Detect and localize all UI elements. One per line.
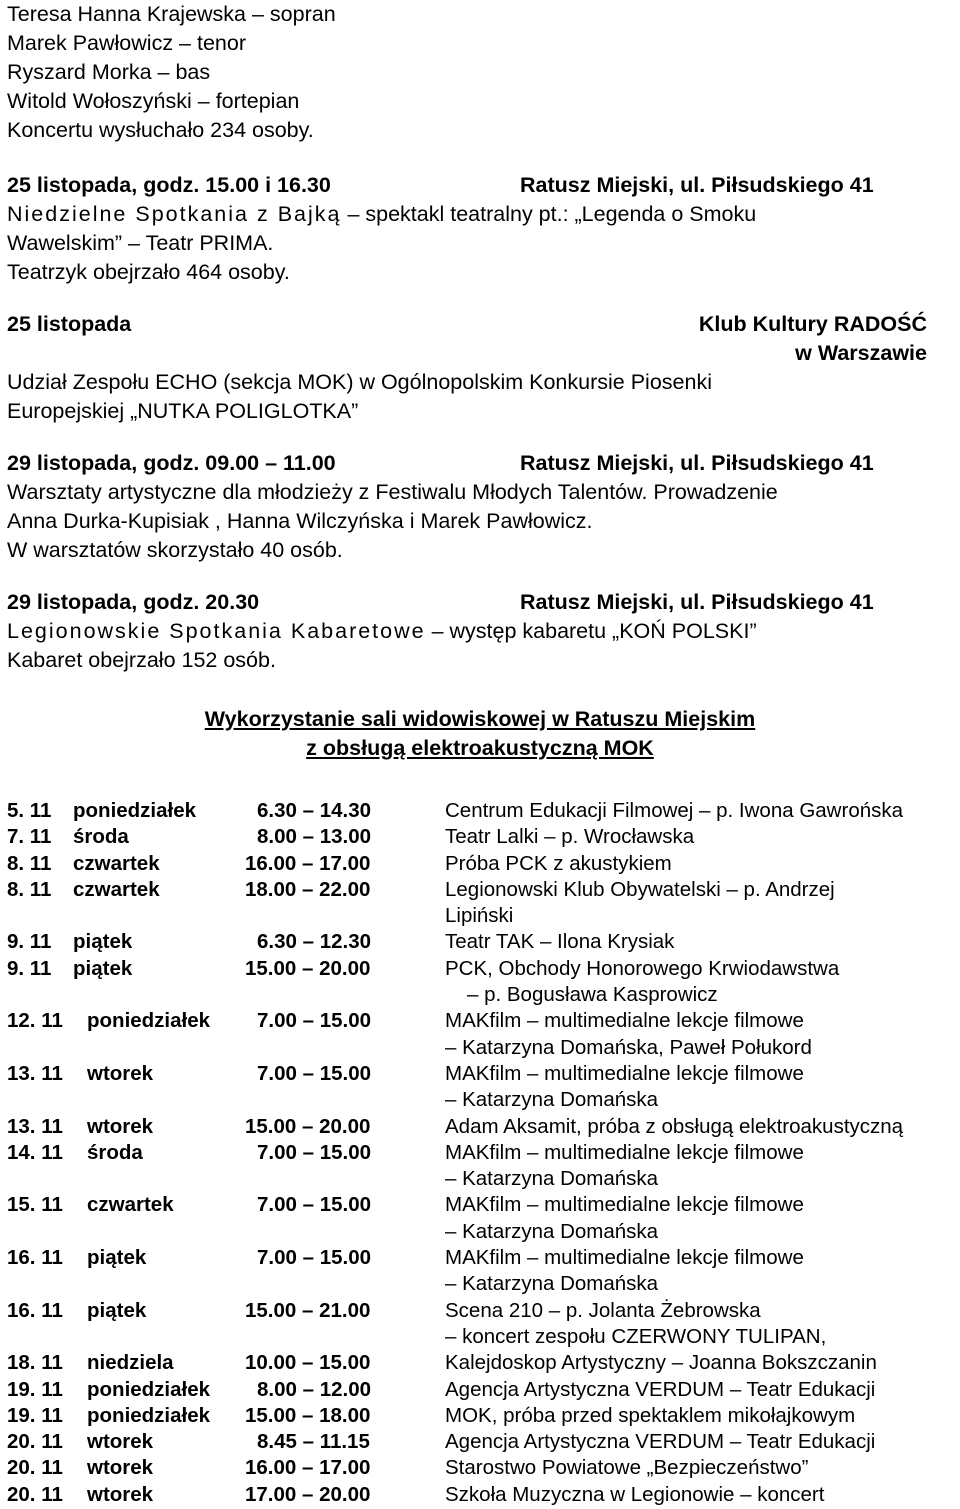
schedule-row <box>7 954 957 980</box>
event2-place1: Klub Kultury RADOŚĆ <box>698 312 927 336</box>
schedule-date: 18. 11 <box>7 1351 63 1375</box>
schedule-time: 16.00 – 17.00 <box>245 851 371 875</box>
schedule-description-continued: – p. Bogusława Kasprowicz <box>467 983 718 1007</box>
event1-desc1: – spektakl teatralny pt.: „Legenda o Smoku <box>341 202 757 226</box>
intro-line: Teresa Hanna Krajewska – sopran <box>7 2 336 26</box>
schedule-day: niedziela <box>87 1351 174 1375</box>
schedule-day: wtorek <box>87 1430 154 1454</box>
event2-desc2: Europejskiej „NUTKA POLIGLOTKA” <box>7 399 359 423</box>
schedule-date: 9. 11 <box>7 930 52 954</box>
event4-title: Legionowskie Spotkania Kabaretowe <box>7 619 426 643</box>
schedule-row-continuation <box>7 1085 957 1111</box>
schedule-time: 7.00 – 15.00 <box>257 1246 371 1270</box>
schedule-day: czwartek <box>87 1193 174 1217</box>
schedule-time: 18.00 – 22.00 <box>245 877 371 901</box>
schedule-day: piątek <box>87 1246 147 1270</box>
schedule-date: 5. 11 <box>7 799 52 822</box>
schedule-description: Scena 210 – p. Jolanta Żebrowska <box>445 1298 761 1322</box>
schedule-time: 16.00 – 17.00 <box>245 1456 371 1480</box>
schedule-day: poniedziałek <box>87 1403 211 1427</box>
schedule-row-continuation <box>7 980 957 1006</box>
event4-header <box>7 588 957 617</box>
event3-date: 29 listopada, godz. 09.00 – 11.00 <box>7 451 336 475</box>
schedule-time: 8.45 – 11.15 <box>257 1430 370 1454</box>
schedule-description: Agencja Artystyczna VERDUM – Teatr Edukacji <box>445 1430 876 1454</box>
event4-date: 29 listopada, godz. 20.30 <box>7 590 260 614</box>
schedule-day: piątek <box>87 1298 147 1322</box>
schedule-description-continued: – koncert zespołu CZERWONY TULIPAN, <box>445 1324 827 1348</box>
schedule-day: poniedziałek <box>73 799 197 822</box>
schedule-description: MAKfilm – multimedialne lekcje filmowe <box>445 1193 804 1217</box>
event4-desc2: Kabaret obejrzało 152 osób. <box>7 648 276 672</box>
schedule-date: 8. 11 <box>7 877 52 901</box>
schedule-description: MAKfilm – multimedialne lekcje filmowe <box>445 1246 804 1270</box>
schedule-date: 20. 11 <box>7 1430 63 1454</box>
schedule-row-continuation <box>7 1033 957 1059</box>
document-page <box>7 0 957 763</box>
event1-title: Niedzielne Spotkania z Bajką <box>7 202 342 226</box>
schedule-day: poniedziałek <box>87 1377 211 1401</box>
event1-place: Ratusz Miejski, ul. Piłsudskiego 41 <box>520 173 874 197</box>
schedule-description: PCK, Obchody Honorowego Krwiodawstwa <box>445 956 840 980</box>
schedule-time: 7.00 – 15.00 <box>257 1009 371 1033</box>
event3-desc2: Anna Durka-Kupisiak , Hanna Wilczyńska i Marek Pawłowicz. <box>7 509 593 533</box>
schedule-description: MAKfilm – multimedialne lekcje filmowe <box>445 1140 804 1164</box>
schedule-description: Agencja Artystyczna VERDUM – Teatr Edukacji <box>445 1377 876 1401</box>
schedule-description-continued: – Katarzyna Domańska <box>445 1272 659 1296</box>
schedule-description: Kalejdoskop Artystyczny – Joanna Bokszczanin <box>445 1351 877 1375</box>
schedule-row <box>7 796 957 822</box>
schedule-day: środa <box>73 825 129 849</box>
schedule-time: 7.00 – 15.00 <box>257 1193 371 1217</box>
event1-desc3: Teatrzyk obejrzało 464 osoby. <box>7 260 290 284</box>
event3-desc1: Warsztaty artystyczne dla młodzieży z Festiwalu Młodych Talentów. Prowadzenie <box>7 480 778 504</box>
schedule-date: 12. 11 <box>7 1009 63 1033</box>
schedule-time: 8.00 – 12.00 <box>257 1377 371 1401</box>
schedule-day: wtorek <box>87 1114 154 1138</box>
schedule-date: 20. 11 <box>7 1482 63 1506</box>
schedule-time: 17.00 – 20.00 <box>245 1482 371 1506</box>
event3-desc3: W warsztatów skorzystało 40 osób. <box>7 538 343 562</box>
intro-line: Witold Wołoszyński – fortepian <box>7 89 300 113</box>
schedule-description: Szkoła Muzyczna w Legionowie – koncert <box>445 1482 825 1506</box>
schedule-row <box>7 927 957 953</box>
schedule-date: 15. 11 <box>7 1193 63 1217</box>
schedule-time: 7.00 – 15.00 <box>257 1061 371 1085</box>
event3-place: Ratusz Miejski, ul. Piłsudskiego 41 <box>520 451 874 475</box>
schedule-description: Próba PCK z akustykiem <box>445 851 672 875</box>
schedule-date: 7. 11 <box>7 825 52 849</box>
schedule-row-continuation <box>7 1269 957 1295</box>
schedule-row <box>7 1138 957 1164</box>
schedule-description-continued: – Katarzyna Domańska <box>445 1088 659 1112</box>
schedule-description: Adam Aksamit, próba z obsługą elektroakustyczną <box>445 1114 904 1138</box>
schedule-time: 8.00 – 13.00 <box>257 825 371 849</box>
schedule-row <box>7 1453 957 1479</box>
schedule-time: 6.30 – 14.30 <box>257 799 371 822</box>
schedule-row <box>7 1243 957 1269</box>
schedule-row <box>7 875 957 901</box>
schedule-row <box>7 849 957 875</box>
schedule-day: poniedziałek <box>87 1009 211 1033</box>
schedule-day: piątek <box>73 930 133 954</box>
event3-header <box>7 449 957 478</box>
event2-header <box>7 310 957 339</box>
schedule-time: 15.00 – 20.00 <box>245 956 371 980</box>
schedule-day: czwartek <box>73 851 160 875</box>
event2-date: 25 listopada <box>7 312 132 336</box>
schedule-row-continuation <box>7 1164 957 1190</box>
schedule-description: Legionowski Klub Obywatelski – p. Andrzej <box>445 877 835 901</box>
intro-line: Marek Pawłowicz – tenor <box>7 31 246 55</box>
schedule-row <box>7 1348 957 1374</box>
schedule-day: czwartek <box>73 877 160 901</box>
schedule-row <box>7 1006 957 1032</box>
schedule-row <box>7 1480 957 1506</box>
schedule-description-continued: Lipiński <box>445 904 514 928</box>
schedule-time: 15.00 – 20.00 <box>245 1114 371 1138</box>
intro-line: Koncertu wysłuchało 234 osoby. <box>7 118 314 142</box>
schedule-day: piątek <box>73 956 133 980</box>
schedule-day: środa <box>87 1140 143 1164</box>
schedule-row <box>7 1112 957 1138</box>
schedule-description-continued: – Katarzyna Domańska <box>445 1167 659 1191</box>
schedule-row <box>7 1190 957 1216</box>
schedule-date: 13. 11 <box>7 1114 63 1138</box>
schedule-date: 19. 11 <box>7 1403 63 1427</box>
schedule-description-continued: – Katarzyna Domańska, Paweł Połukord <box>445 1035 812 1059</box>
event4-desc1: – występ kabaretu „KOŃ POLSKI” <box>425 619 757 643</box>
schedule-row-continuation <box>7 1322 957 1348</box>
schedule-time: 7.00 – 15.00 <box>257 1140 371 1164</box>
event1-date: 25 listopada, godz. 15.00 i 16.30 <box>7 173 331 197</box>
schedule-row <box>7 1427 957 1453</box>
schedule-description: Teatr Lalki – p. Wrocławska <box>445 825 695 849</box>
schedule-row <box>7 1296 957 1322</box>
event2-header2 <box>7 339 957 368</box>
schedule-date: 13. 11 <box>7 1061 63 1085</box>
schedule-day: wtorek <box>87 1061 154 1085</box>
schedule-table <box>7 796 957 1506</box>
schedule-date: 16. 11 <box>7 1298 63 1322</box>
event2-place2: w Warszawie <box>795 341 927 365</box>
schedule-row-continuation <box>7 901 957 927</box>
schedule-description: Teatr TAK – Ilona Krysiak <box>445 930 675 954</box>
schedule-description: MAKfilm – multimedialne lekcje filmowe <box>445 1009 804 1033</box>
schedule-date: 20. 11 <box>7 1456 63 1480</box>
schedule-time: 15.00 – 21.00 <box>245 1298 371 1322</box>
schedule-description: MOK, próba przed spektaklem mikołajkowym <box>445 1403 856 1427</box>
schedule-row <box>7 1401 957 1427</box>
schedule-date: 14. 11 <box>7 1140 63 1164</box>
schedule-row <box>7 1059 957 1085</box>
event4-title-line <box>7 617 957 646</box>
event1-title-line <box>7 200 957 229</box>
event2-desc1: Udział Zespołu ECHO (sekcja MOK) w Ogólnopolskim Konkursie Piosenki <box>7 370 712 394</box>
schedule-date: 9. 11 <box>7 956 52 980</box>
schedule-time: 6.30 – 12.30 <box>257 930 371 954</box>
event1-header <box>7 171 957 200</box>
schedule-time: 10.00 – 15.00 <box>245 1351 371 1375</box>
event1-desc2: Wawelskim” – Teatr PRIMA. <box>7 231 274 255</box>
intro-line: Ryszard Morka – bas <box>7 60 211 84</box>
schedule-description: Starostwo Powiatowe „Bezpieczeństwo” <box>445 1456 809 1480</box>
event4-place: Ratusz Miejski, ul. Piłsudskiego 41 <box>520 590 874 614</box>
schedule-day: wtorek <box>87 1456 154 1480</box>
schedule-row-continuation <box>7 1217 957 1243</box>
schedule-date: 19. 11 <box>7 1377 63 1401</box>
schedule-description: MAKfilm – multimedialne lekcje filmowe <box>445 1061 804 1085</box>
schedule-row <box>7 822 957 848</box>
section-heading-line2: z obsługą elektroakustyczną MOK <box>306 736 654 760</box>
schedule-day: wtorek <box>87 1482 154 1506</box>
schedule-time: 15.00 – 18.00 <box>245 1403 371 1427</box>
schedule-description-continued: – Katarzyna Domańska <box>445 1219 659 1243</box>
schedule-date: 16. 11 <box>7 1246 63 1270</box>
schedule-row <box>7 1375 957 1401</box>
schedule-description: Centrum Edukacji Filmowej – p. Iwona Gawrońska <box>445 799 904 822</box>
schedule-date: 8. 11 <box>7 851 52 875</box>
section-heading-line1: Wykorzystanie sali widowiskowej w Ratuszu Miejskim <box>204 707 756 731</box>
